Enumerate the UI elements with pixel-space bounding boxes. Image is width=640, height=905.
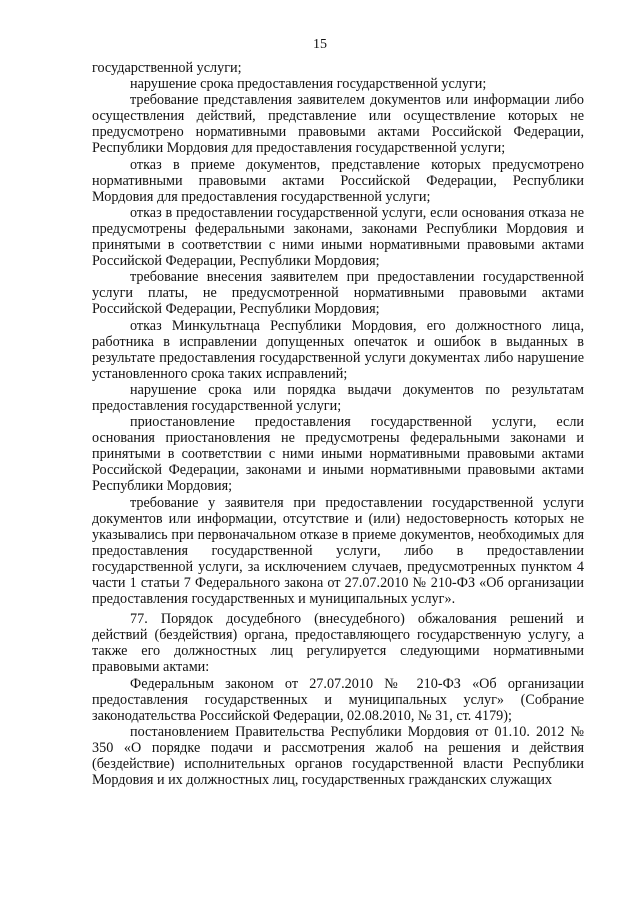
document-body (92, 60, 584, 788)
paragraph-extra-documents-requirement: требование представления заявителем документов или информации либо осуществления действий, представление или осуществление которых не предусмотрено нормативными правовыми актами Российской Федерации, Республики Мордовия для предоставления государственной услуги; (92, 92, 584, 157)
paragraph-government-resolution: постановлением Правительства Республики Мордовия от 01.10. 2012 № 350 «О порядке подачи и рассмотрения жалоб на решения и действия (бездействие) исполнительных органов государственной власти Республики Мордовия и их должностных лиц, государственных гражданских служащих (92, 723, 584, 789)
paragraph-correction-refusal: отказ Минкультнаца Республики Мордовия, его должностного лица, работника в исправлении допущенных опечаток и ошибок в выданных в результате предоставления государственной услуги документах либо нарушение установленного срока таких исправлений; (92, 317, 584, 382)
paragraph-section-77: 77. Порядок досудебного (внесудебного) обжалования решений и действий (бездействия) органа, предоставляющего государственную услугу, а также его должностных лиц регулируется следующими нормативными правовыми актами: (92, 611, 584, 676)
paragraph-suspension: приостановление предоставления государственной услуги, если основания приостановления не предусмотрены федеральными законами и принятыми в соответствии с ними иными нормативными правовыми актами Российской Федерации, законами и иными нормативными правовыми актами Республики Мордовия; (92, 414, 584, 495)
paragraph-fee-requirement: требование внесения заявителем при предоставлении государственной услуги платы, не предусмотренной нормативными правовыми актами Российской Федерации, Республики Мордовия; (92, 269, 584, 318)
paragraph-unmentioned-documents: требование у заявителя при предоставлении государственной услуги документов или информации, отсутствие и (или) недостоверность которых не указывались при первоначальном отказе в приеме документов, необходимых для предоставления государственной услуги, либо в предоставлении государственной услуги, за исключением случаев, предусмотренных пунктом 4 части 1 статьи 7 Федерального закона от 27.07.2010 № 210-ФЗ «Об организации предоставления государственных и муниципальных услуг». (92, 494, 584, 608)
paragraph-continuation: государственной услуги; (92, 60, 242, 76)
paragraph-issuance-violation: нарушение срока или порядка выдачи документов по результатам предоставления государственной услуги; (92, 381, 584, 414)
page-number: 15 (313, 37, 327, 52)
paragraph-federal-law: Федеральным законом от 27.07.2010 № 210-ФЗ «Об организации предоставления государственных и муниципальных услуг» (Собрание законодательства Российской Федерации, 02.08.2010, № 31, ст. 4179); (92, 675, 584, 724)
paragraph-service-refusal: отказ в предоставлении государственной услуги, если основания отказа не предусмотрены федеральными законами, законами Республики Мордовия и принятыми в соответствии с ними иными нормативными правовыми актами Российской Федерации, Республики Мордовия; (92, 204, 584, 270)
paragraph-deadline-violation: нарушение срока предоставления государственной услуги; (130, 76, 487, 93)
paragraph-document-refusal: отказ в приеме документов, представление которых предусмотрено нормативными правовыми актами Российской Федерации, Республики Мордовия для предоставления государственной услуги; (92, 156, 584, 205)
